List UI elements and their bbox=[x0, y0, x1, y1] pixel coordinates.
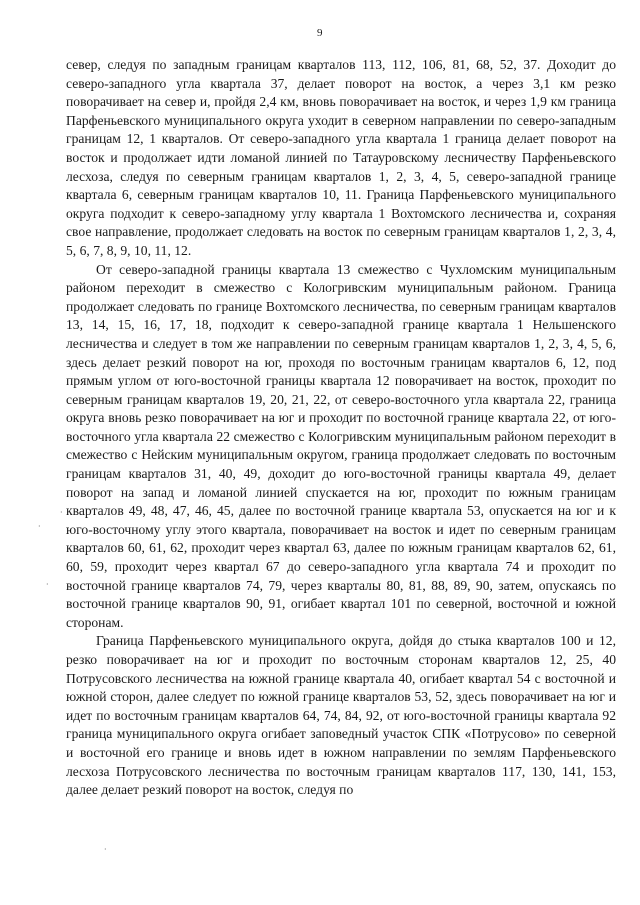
paragraph-1: север, следуя по западным границам кварталов 113, 112, 106, 81, 68, 52, 37. Доходит до северо-западного угла квартала 37, делает поворот на восток, а через 3,1 км резко поворачивает на север и, пройдя 2,4 км, вновь поворачивает на восток, и через 1,9 км граница Парфеньевского муниципального округа уходит в северном направлении по северо-западным границам 12, 1 кварталов. От северо-западного угла квартала 1 граница делает поворот на восток и продолжает идти ломаной линией по Татауровскому лесничеству Парфеньевского лесхоза, следуя по северным границам кварталов 1, 2, 3, 4, 5, северо-западной границе квартала 6, северным границам кварталов 10, 11. Граница Парфеньевского муниципального округа подходит к северо-западному углу квартала 1 Вохтомского лесничества и, сохраняя свое направление, продолжает следовать на восток по северным границам кварталов 1, 2, 3, 4, 5, 6, 7, 8, 9, 10, 11, 12. bbox=[66, 57, 616, 258]
scan-speck: · bbox=[38, 522, 41, 531]
paragraph-2: От северо-западной границы квартала 13 смежество с Чухломским муниципальным районом переходит в смежество с Кологривским муниципальным районом. Граница продолжает следовать по границе Вохтомского лесничества, по северным границам кварталов 13, 14, 15, 16, 17, 18, подходит к северо-западной границе квартала 1 Нельшенского лесничества и следует в том же направлении по северным границам кварталов 1, 2, 3, 4, 5, 6, здесь делает резкий поворот на юг, проходя по восточным границам кварталов 6, 12, под прямым углом от юго-восточной границы квартала 12 поворачивает на восток, проходит по северным границам кварталов 19, 20, 21, 22, от северо-восточного угла квартала 22, граница округа вновь резко поворачивает на юг и проходит по восточной границе квартала 22, от юго-восточного угла квартала 22 смежество с Кологривским муниципальным районом переходит в смежество с Нейским муниципальным округом, граница продолжает следовать по восточным границам кварталов 31, 40, 49, доходит до юго-восточной границы квартала 49, делает поворот на запад и ломаной линией спускается на юг, проходит по южным границам кварталов 49, 48, 47, 46, 45, далее по восточной границе квартала 53, опускается на юг и к юго-восточному углу этого квартала, поворачивает на восток и идет по северным границам кварталов 60, 61, 62, проходит через квартал 63, далее по южным границам кварталов 62, 61, 60, 59, проходит через квартал 67 до северо-западного угла квартала 74 и проходит по восточной границе кварталов 74, 79, через кварталы 80, 81, 88, 89, 90, затем, опускаясь по восточной границе кварталов 90, 91, огибает квартал 101 по северной, восточной и южной сторонам. bbox=[66, 261, 616, 630]
scan-speck: · bbox=[46, 580, 49, 589]
scan-speck: · bbox=[60, 508, 63, 517]
document-body bbox=[66, 56, 616, 800]
paragraph-3: Граница Парфеньевского муниципального округа, дойдя до стыка кварталов 100 и 12, резко поворачивает на юг и проходит по восточным сторонам кварталов 12, 25, 40 Потрусовского лесничества на южной границе квартала 40, огибает квартал 54 с восточной и южной сторон, далее следует по южной границе кварталов 53, 52, здесь поворачивает на юг и идет по восточным границам кварталов 64, 74, 84, 92, от юго-восточной границы квартала 92 граница муниципального округа огибает заповедный участок СПК «Потрусово» по северной и восточной его границе и вновь идет в южном направлении по землям Парфеньевского лесхоза Потрусовского лесничества по восточным границам кварталов 117, 130, 141, 153, далее делает резкий поворот на восток, следуя по bbox=[66, 633, 616, 798]
scan-speck: · bbox=[104, 845, 107, 854]
page-number: 9 bbox=[317, 27, 323, 39]
